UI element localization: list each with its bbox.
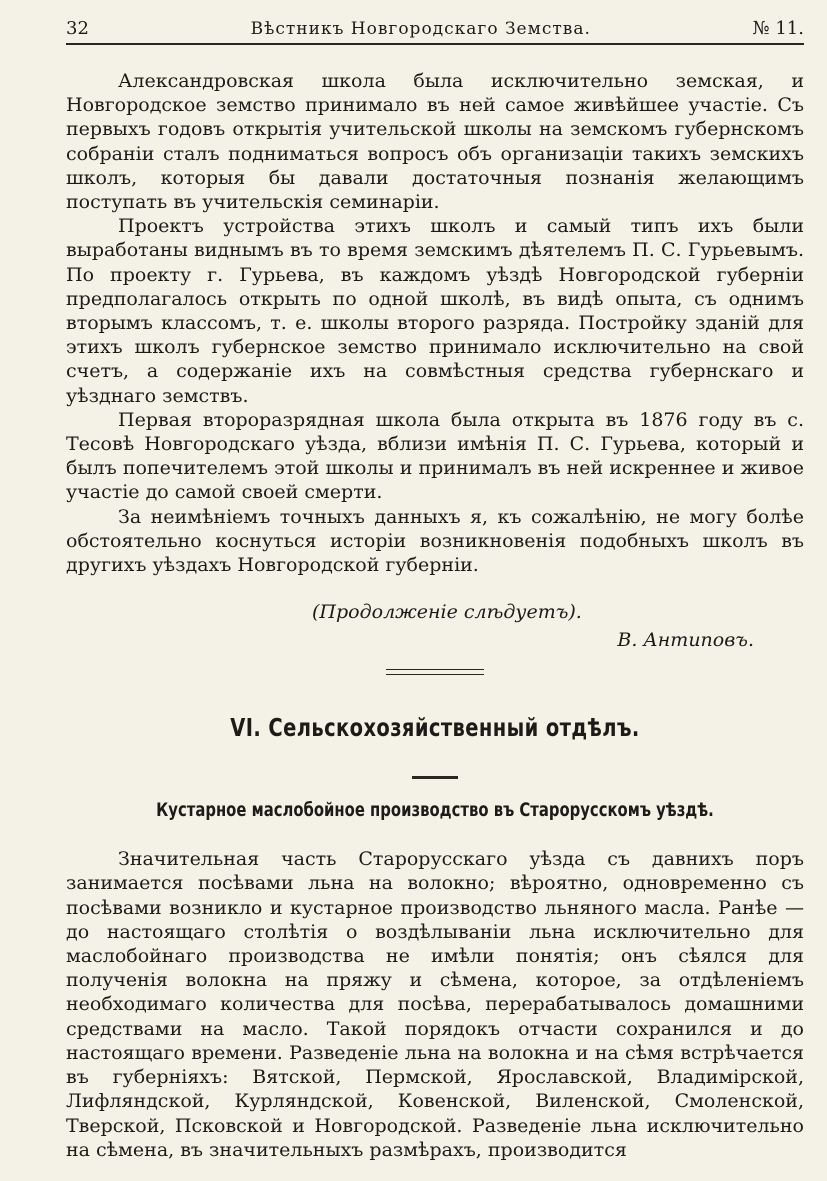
author-signature: В. Антиповъ. [617, 629, 754, 652]
short-rule-divider [412, 776, 458, 779]
running-header [66, 18, 804, 45]
page-number: 32 [66, 18, 89, 39]
paragraph: Проектъ устройства этихъ школъ и самый типъ ихъ были выработаны виднымъ въ то время земскимъ дѣятелемъ П. С. Гурьевымъ. По проекту г. Гурьева, въ каждомъ уѣздѣ Новгородской губерніи предполагалось открыть по одной школѣ, въ видѣ опыта, съ однимъ вторымъ классомъ, т. е. школы второго разряда. Постройку зданій для этихъ школъ губернское земство принимало исключительно на свой счетъ, а содержаніе ихъ на совмѣстныя средства губернскаго и уѣзднаго земствъ. [66, 215, 804, 407]
article-title: Кустарное маслобойное производство въ Старорусскомъ уѣздѣ. [156, 799, 714, 822]
article-body [66, 847, 804, 1162]
paragraph: За неимѣніемъ точныхъ данныхъ я, къ сожалѣнію, не могу болѣе обстоятельно коснуться исторіи возникновенія подобныхъ школъ въ другихъ уѣздахъ Новгородской губерніи. [66, 505, 804, 577]
double-rule-divider [386, 669, 484, 675]
page [66, 18, 804, 1162]
paragraph: Значительная часть Старорусскаго уѣзда съ давнихъ поръ занимается посѣвами льна на волокно; вѣроятно, одновременно съ посѣвами возникло и кустарное производство льняного масла. Ранѣе — до настоящаго столѣтія о воздѣлываніи льна исключительно для маслобойнаго производства не имѣли понятія; онъ сѣялся для полученія волокна на пряжу и сѣмена, которое, за отдѣленіемъ необходимаго количества для посѣва, перерабатывалось домашними средствами на масло. Такой порядокъ отчасти сохранился и до настоящаго времени. Разведеніе льна на волокна и на сѣмя встрѣчается въ губерніяхъ: Вятской, Пермской, Ярославской, Владимірской, Лифляндской, Курляндской, Ковенской, Виленской, Смоленской, Тверской, Псковской и Новгородской. Разведеніе льна исключительно на сѣмена, въ значительныхъ размѣрахъ, производится [66, 848, 804, 1161]
issue-number: № 11. [752, 18, 804, 39]
paragraph: Александровская школа была исключительно земская, и Новгородское земство принимало въ ней самое живѣйшее участіе. Съ первыхъ годовъ открытія учительской школы на земскомъ губернскомъ собраніи сталъ подниматься вопросъ объ организаціи такихъ земскихъ школъ, которыя бы давали достаточныя познанія желающимъ поступать въ учительскія семинаріи. [66, 70, 804, 214]
paragraph: Первая второразрядная школа была открыта въ 1876 году въ с. Тесовѣ Новгородскаго уѣзда, вблизи имѣнія П. С. Гурьева, который и былъ попечителемъ этой школы и принималъ въ ней искреннее и живое участіе до самой своей смерти. [66, 408, 804, 504]
journal-title: Вѣстникъ Новгородскаго Земства. [250, 19, 591, 39]
continued-note: (Продолженіе слѣдуетъ). [312, 601, 582, 624]
article-continuation [66, 69, 804, 577]
section-title: VI. Сельскохозяйственный отдѣлъ. [230, 713, 640, 743]
